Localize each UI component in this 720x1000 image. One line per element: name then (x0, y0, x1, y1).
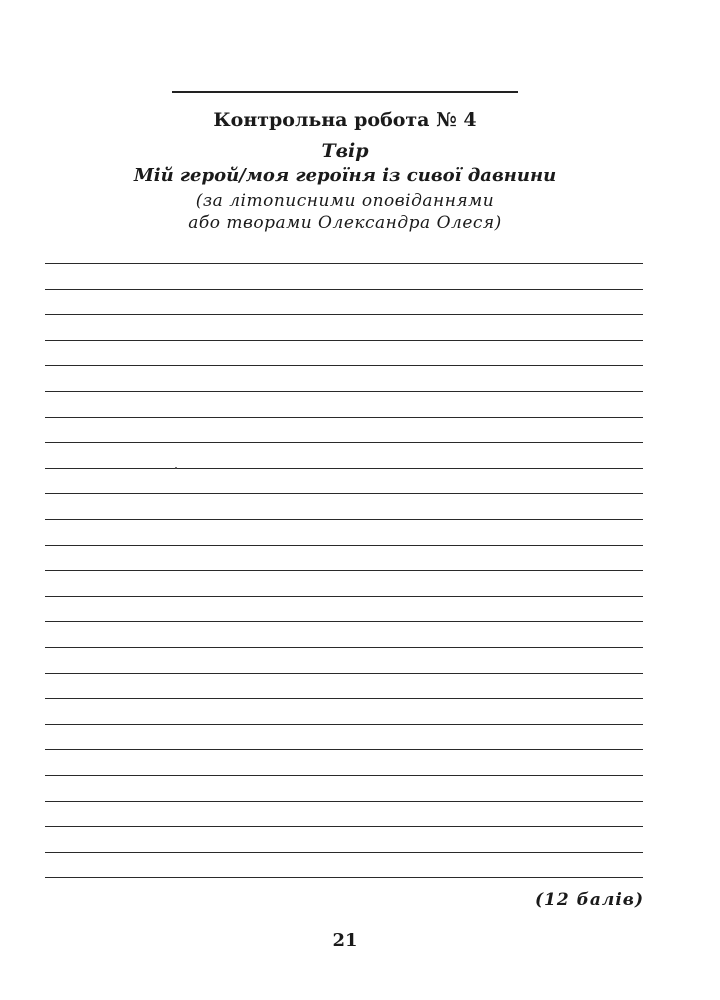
writing-line[interactable] (45, 698, 643, 699)
assignment-type: Твір (321, 140, 369, 162)
writing-line[interactable] (45, 493, 643, 494)
writing-line[interactable] (45, 340, 643, 341)
writing-line[interactable] (45, 775, 643, 776)
essay-note-line-1: (за літописними оповіданнями (195, 191, 495, 211)
score-label: (12 балів) (534, 890, 644, 910)
writing-line[interactable] (45, 468, 643, 469)
writing-line[interactable] (45, 263, 643, 264)
writing-line[interactable] (45, 570, 643, 571)
writing-area[interactable] (45, 0, 643, 1000)
writing-line[interactable] (45, 724, 643, 725)
writing-line[interactable] (45, 417, 643, 418)
writing-line[interactable] (45, 442, 643, 443)
writing-line[interactable] (45, 826, 643, 827)
writing-line[interactable] (45, 877, 643, 878)
writing-line[interactable] (45, 596, 643, 597)
writing-line[interactable] (45, 391, 643, 392)
print-speck (175, 467, 177, 469)
essay-note-line-2: або творами Олександра Олеся) (188, 213, 502, 233)
writing-line[interactable] (45, 647, 643, 648)
writing-line[interactable] (45, 801, 643, 802)
writing-line[interactable] (45, 519, 643, 520)
writing-line[interactable] (45, 289, 643, 290)
writing-line[interactable] (45, 621, 643, 622)
writing-line[interactable] (45, 314, 643, 315)
writing-line[interactable] (45, 673, 643, 674)
page-title: Контрольна робота № 4 (213, 109, 477, 131)
essay-topic: Мій герой/моя героїня із сивої давнини (133, 165, 557, 186)
writing-line[interactable] (45, 545, 643, 546)
page-number: 21 (332, 930, 358, 951)
writing-line[interactable] (45, 749, 643, 750)
writing-line[interactable] (45, 365, 643, 366)
writing-line[interactable] (45, 852, 643, 853)
